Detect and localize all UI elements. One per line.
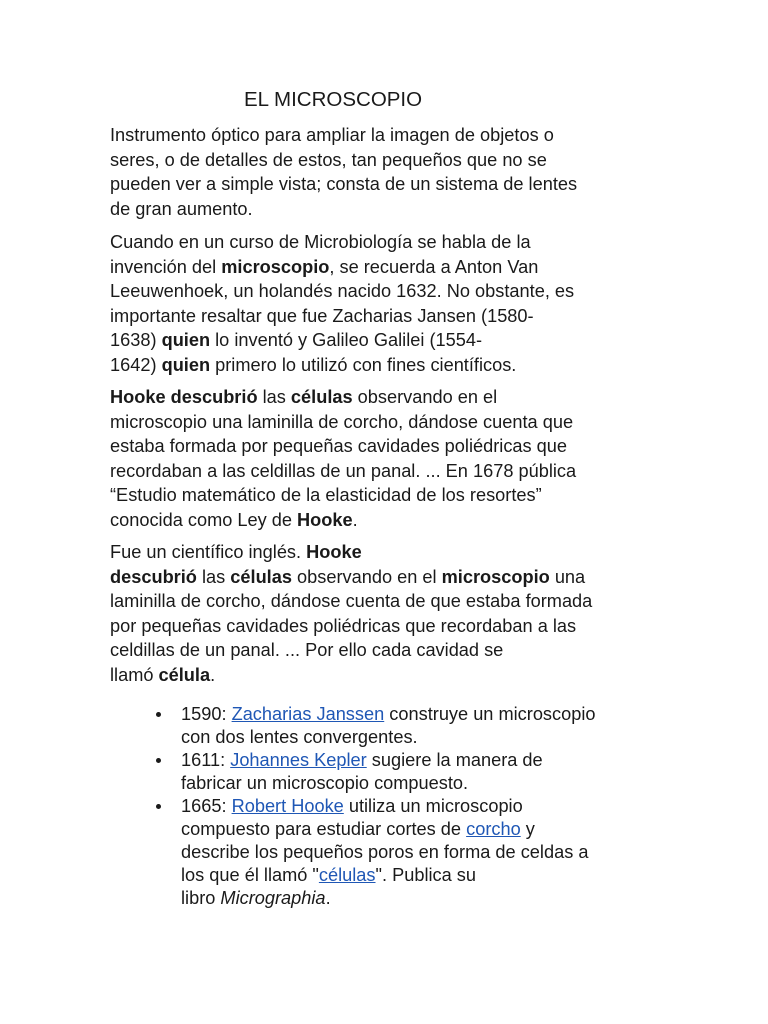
- text-line: [110, 255, 670, 280]
- link-zacharias-janssen[interactable]: Zacharias Janssen: [231, 704, 385, 724]
- paragraph-history: [110, 230, 670, 377]
- list-item: [152, 703, 672, 749]
- bold-term: microscopio: [441, 566, 550, 587]
- timeline-year: 1590:: [181, 704, 232, 724]
- bold-term: quien: [161, 330, 211, 350]
- text-line: [181, 818, 672, 841]
- text-line: [181, 887, 672, 910]
- text-run: y: [520, 819, 535, 839]
- bold-term: microscopio: [221, 256, 330, 277]
- text-line: estaba formada por pequeñas cavidades poliédricas que: [110, 436, 568, 456]
- text-run: 1638): [110, 330, 162, 350]
- text-run: observando en el: [291, 566, 442, 587]
- text-line: Cuando en un curso de Microbiología se habla de la: [110, 232, 531, 252]
- bold-term: células: [230, 566, 292, 587]
- list-item: [152, 749, 672, 795]
- text-run: , se recuerda a Anton Van: [329, 256, 539, 277]
- text-line: [110, 540, 670, 565]
- text-line: pueden ver a simple vista; consta de un sistema de lentes: [110, 174, 578, 194]
- paragraph-definition: [110, 123, 670, 221]
- bold-term: célula: [158, 664, 211, 685]
- text-run: 1642): [110, 354, 162, 375]
- text-run: utiliza un microscopio: [343, 796, 523, 816]
- text-run: llamó: [110, 664, 159, 685]
- bold-term: Hooke: [297, 509, 353, 530]
- text-line: [181, 749, 672, 772]
- paragraph-hooke-bio: [110, 540, 670, 687]
- bold-term: descubrió: [110, 566, 197, 587]
- text-line: [110, 328, 670, 353]
- text-run: las: [196, 566, 231, 587]
- text-line: Instrumento óptico para ampliar la imagen de objetos o: [110, 125, 554, 145]
- text-run: Fue un científico inglés.: [110, 542, 307, 562]
- book-title: Micrographia: [220, 888, 326, 908]
- text-line: microscopio una laminilla de corcho, dándose cuenta que: [110, 411, 574, 432]
- text-line: [181, 864, 672, 887]
- bullet-icon: [156, 712, 161, 717]
- text-line: importante resaltar que fue Zacharias Jansen (1580-: [110, 305, 534, 326]
- timeline-list: [152, 703, 672, 910]
- text-run: observando en el: [352, 387, 498, 407]
- text-run: compuesto para estudiar cortes de: [181, 819, 467, 839]
- bullet-icon: [156, 804, 161, 809]
- timeline-year: 1611:: [181, 750, 231, 770]
- text-run: construye un microscopio: [384, 704, 596, 724]
- text-run: primero lo utilizó con fines científicos.: [210, 354, 517, 375]
- link-robert-hooke[interactable]: Robert Hooke: [231, 796, 344, 816]
- text-line: [181, 795, 672, 818]
- text-line: [110, 565, 670, 590]
- text-line: recordaban a las celdillas de un panal. ... En 1678 pública: [110, 460, 577, 481]
- link-corcho[interactable]: corcho: [466, 819, 521, 839]
- text-line: laminilla de corcho, dándose cuenta de que estaba formada: [110, 591, 593, 611]
- text-line: seres, o de detalles de estos, tan pequeños que no se: [110, 149, 547, 170]
- bold-term: Hooke: [306, 542, 362, 562]
- text-line: fabricar un microscopio compuesto.: [181, 773, 469, 793]
- text-line: de gran aumento.: [110, 198, 253, 219]
- paragraph-hooke: [110, 385, 670, 532]
- bold-term: Hooke descubrió: [110, 387, 258, 407]
- text-line: [181, 703, 672, 726]
- link-celulas[interactable]: células: [318, 865, 376, 885]
- text-run: sugiere la manera de: [366, 750, 543, 770]
- text-run: .: [325, 888, 331, 908]
- text-run: los que él llamó ": [181, 865, 319, 885]
- text-run: .: [210, 664, 216, 685]
- text-line: [110, 385, 670, 410]
- text-line: [110, 353, 670, 378]
- text-line: celdillas de un panal. ... Por ello cada cavidad se: [110, 640, 504, 660]
- text-run: ". Publica su: [375, 865, 476, 885]
- text-run: .: [352, 509, 358, 530]
- bold-term: quien: [161, 354, 211, 375]
- bullet-icon: [156, 758, 161, 763]
- text-line: con dos lentes convergentes.: [181, 727, 418, 747]
- text-run: las: [257, 387, 291, 407]
- list-item: [152, 795, 672, 910]
- text-run: libro: [181, 888, 221, 908]
- text-run: conocida como Ley de: [110, 509, 298, 530]
- bold-term: células: [290, 387, 353, 407]
- timeline-year: 1665:: [181, 796, 232, 816]
- text-run: una: [549, 566, 586, 587]
- link-johannes-kepler[interactable]: Johannes Kepler: [230, 750, 367, 770]
- page-title: EL MICROSCOPIO: [244, 88, 423, 111]
- text-line: por pequeñas cavidades poliédricas que recordaban a las: [110, 615, 577, 636]
- text-line: [110, 508, 670, 533]
- text-run: invención del: [110, 256, 222, 277]
- text-run: lo inventó y Galileo Galilei (1554-: [210, 330, 483, 350]
- text-line: describe los pequeños poros en forma de celdas a: [181, 842, 589, 862]
- text-line: “Estudio matemático de la elasticidad de los resortes”: [110, 485, 542, 505]
- text-line: [110, 663, 670, 688]
- text-line: Leeuwenhoek, un holandés nacido 1632. No obstante, es: [110, 281, 575, 301]
